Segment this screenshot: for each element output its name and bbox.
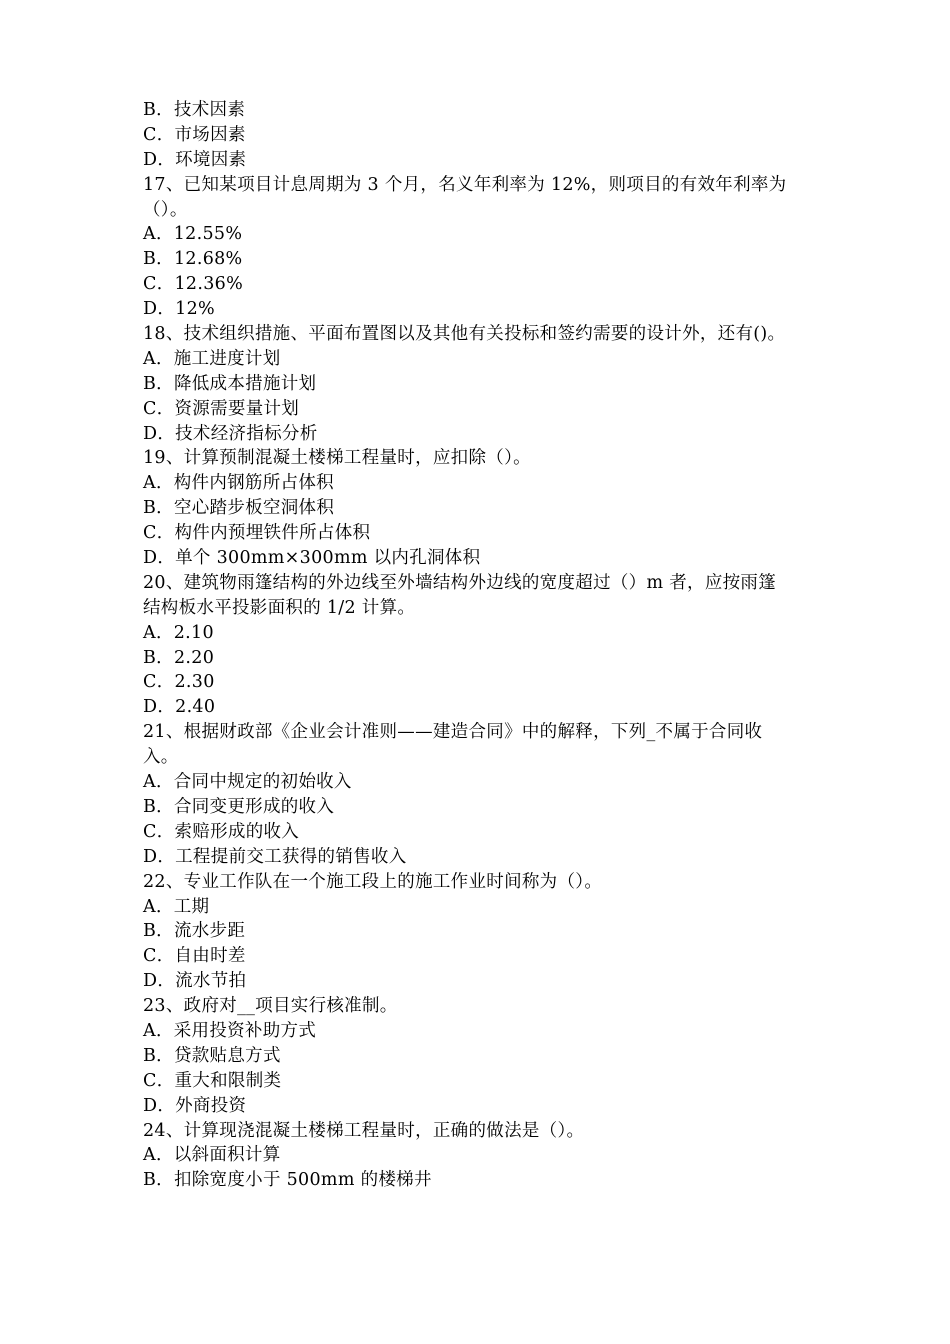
answer-option: A．采用投资补助方式 [143,1020,317,1041]
answer-option: B．流水步距 [143,921,246,942]
answer-option: A．以斜面积计算 [143,1145,281,1166]
answer-option: B．技术因素 [143,100,246,120]
answer-option: C．市场因素 [143,124,246,145]
answer-option: B．扣除宽度小于 500mm 的楼梯井 [143,1170,432,1191]
document-body [143,98,815,1193]
answer-option: C．2.30 [143,672,215,693]
answer-option: C．自由时差 [143,946,246,967]
answer-option: D．2.40 [143,697,216,718]
answer-option: D．环境因素 [143,149,247,170]
answer-option: C．构件内预埋铁件所占体积 [143,523,371,544]
answer-option: B．12.68% [143,249,243,270]
question-text-line: 22、专业工作队在一个施工段上的施工作业时间称为（）。 [143,871,603,892]
answer-option: C．资源需要量计划 [143,398,300,419]
answer-option: D．12% [143,299,215,320]
question-text-line: 结构板水平投影面积的 1/2 计算。 [143,597,416,618]
question-text-line: 21、根据财政部《企业会计准则——建造合同》中的解释，下列_不属于合同收 [143,722,763,743]
answer-option: B．降低成本措施计划 [143,373,317,394]
answer-option: B．合同变更形成的收入 [143,796,335,817]
answer-option: B．2.20 [143,647,215,668]
answer-option: D．外商投资 [143,1095,247,1116]
question-text-line: 17、已知某项目计息周期为 3 个月，名义年利率为 12%，则项目的有效年利率为 [143,174,787,195]
answer-option: A．12.55% [143,224,243,245]
answer-option: D．流水节拍 [143,971,247,992]
question-text-line: （）。 [143,199,188,220]
question-text-line: 19、计算预制混凝土楼梯工程量时，应扣除（）。 [143,448,531,469]
question-text-line: 20、建筑物雨篷结构的外边线至外墙结构外边线的宽度超过（）m 者，应按雨篷 [143,572,777,593]
answer-option: B．空心踏步板空洞体积 [143,498,335,519]
question-text-line: 入。 [143,747,179,768]
answer-option: A．工期 [143,896,210,917]
question-text-line: 23、政府对__项目实行核准制。 [143,996,398,1017]
answer-option: A．合同中规定的初始收入 [143,772,352,793]
answer-option: B．贷款贴息方式 [143,1045,281,1066]
question-text-line: 24、计算现浇混凝土楼梯工程量时，正确的做法是（）。 [143,1120,585,1141]
answer-option: A．施工进度计划 [143,348,281,369]
answer-option: C．索赔形成的收入 [143,821,300,842]
answer-option: C．重大和限制类 [143,1070,282,1091]
answer-option: C．12.36% [143,274,244,295]
answer-option: A．构件内钢筋所占体积 [143,473,334,494]
answer-option: D．工程提前交工获得的销售收入 [143,846,407,867]
answer-option: D．技术经济指标分析 [143,423,318,444]
answer-option: A．2.10 [143,622,214,643]
answer-option: D．单个 300mm×300mm 以内孔洞体积 [143,548,481,569]
question-text-line: 18、技术组织措施、平面布置图以及其他有关投标和签约需要的设计外，还有()。 [143,324,786,345]
